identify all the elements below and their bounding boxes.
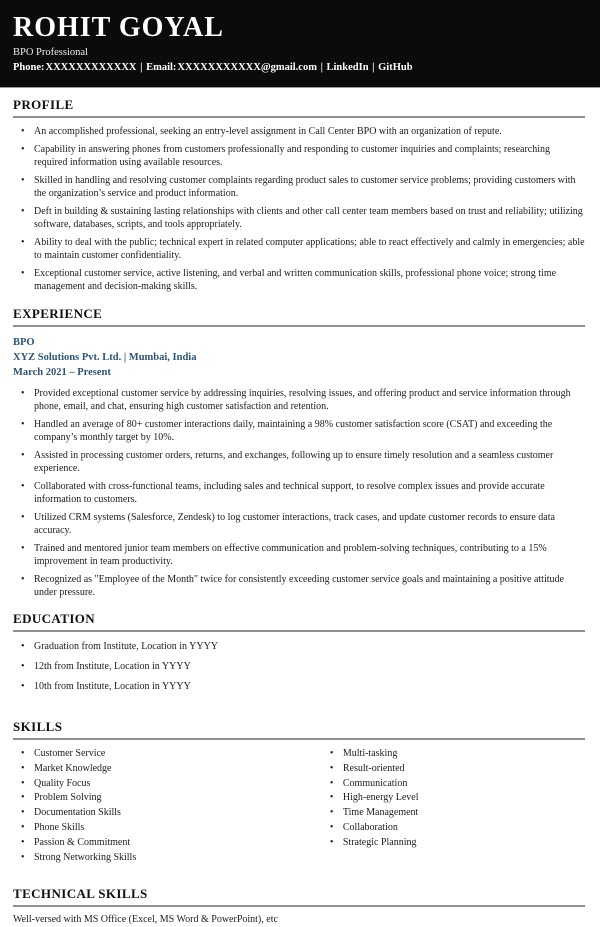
list-item: • Recognized as "Employee of the Month" twice for consistently exceeding customer service goals and maintaining a positive attitude under pressure.	[13, 573, 585, 600]
list-item: • 12th from Institute, Location in YYYY	[13, 660, 585, 674]
skill-item: • Communication	[322, 777, 585, 790]
job-title: BPO	[13, 336, 35, 348]
list-item: • Handled an average of 80+ customer interactions daily, maintaining a 98% customer satisfaction score (CSAT) and exceeding the company’s monthly target by 10%.	[13, 418, 585, 445]
skill-item: • Quality Focus	[13, 777, 322, 790]
person-title: BPO Professional	[13, 47, 88, 58]
list-item: • Skilled in handling and resolving customer complaints regarding product sales to customer service problems; providing customers with the organization’s service and product information.	[13, 174, 585, 201]
person-name: ROHIT GOYAL	[13, 12, 224, 43]
skill-item: • Customer Service	[13, 747, 322, 760]
technical-skills-text: Well-versed with MS Office (Excel, MS Word & PowerPoint), etc	[13, 914, 278, 926]
education-bullet-list	[13, 640, 585, 694]
profile-bullet-list	[13, 125, 585, 294]
section-technical-skills	[13, 887, 585, 927]
list-item: • Deft in building & sustaining lasting relationships with clients and other call center team members based on trust and reliability; utilizing software, databases, scripts, and tools appropriately.	[13, 205, 585, 232]
list-item: • Ability to deal with the public; technical expert in related computer applications; able to react effectively and calmly in emergencies; able to maintain customer confidentiality.	[13, 236, 585, 263]
skill-item: • Multi-tasking	[322, 747, 585, 760]
section-skills	[13, 720, 585, 865]
skill-item: • Collaboration	[322, 821, 585, 834]
header-banner	[0, 0, 600, 88]
list-item: • Capability in answering phones from customers professionally and responding to customer inquiries and complaints; researching required information using available resources.	[13, 143, 585, 170]
list-item: • Exceptional customer service, active listening, and verbal and written communication skills, professional phone voice; strong time management and decision-making skills.	[13, 267, 585, 294]
separator: |	[372, 62, 375, 73]
experience-bullet-list	[13, 387, 585, 600]
skill-item: • Phone Skills	[13, 821, 322, 834]
section-profile	[13, 98, 585, 294]
phone-label: Phone:	[13, 62, 45, 73]
list-item: • Assisted in processing customer orders, returns, and exchanges, following up to ensure timely resolution and a seamless customer experience.	[13, 449, 585, 476]
experience-heading: EXPERIENCE	[13, 307, 585, 327]
email-value: XXXXXXXXXXX@gmail.com	[177, 62, 317, 73]
skill-item: • Strong Networking Skills	[13, 851, 322, 864]
skill-item: • High-energy Level	[322, 791, 585, 804]
list-item: • Collaborated with cross-functional teams, including sales and technical support, to resolve complex issues and provide accurate information to customers.	[13, 480, 585, 507]
skill-item: • Result-oriented	[322, 762, 585, 775]
education-heading: EDUCATION	[13, 612, 585, 632]
section-education	[13, 612, 585, 694]
skills-columns	[13, 740, 585, 865]
list-item: • Graduation from Institute, Location in YYYY	[13, 640, 585, 654]
contact-line	[13, 61, 585, 74]
skill-item: • Strategic Planning	[322, 836, 585, 849]
resume-body	[0, 98, 600, 927]
technical-skills-heading: TECHNICAL SKILLS	[13, 887, 585, 907]
list-item: • Trained and mentored junior team members on effective communication and problem-solving techniques, contributing to a 15% improvement in team productivity.	[13, 542, 585, 569]
skill-item: • Time Management	[322, 806, 585, 819]
skill-item: • Passion & Commitment	[13, 836, 322, 849]
separator: |	[140, 62, 143, 73]
list-item: • An accomplished professional, seeking an entry-level assignment in Call Center BPO with an organization of repute.	[13, 125, 585, 139]
github-link: GitHub	[378, 62, 413, 73]
phone-value: XXXXXXXXXXXX	[45, 62, 137, 73]
list-item: • 10th from Institute, Location in YYYY	[13, 680, 585, 694]
skills-column-right	[322, 740, 585, 865]
experience-entry	[13, 335, 585, 380]
date-range: March 2021 – Present	[13, 366, 111, 378]
skills-list-right	[322, 747, 585, 849]
linkedin-link: LinkedIn	[326, 62, 369, 73]
skill-item: • Documentation Skills	[13, 806, 322, 819]
separator: |	[320, 62, 323, 73]
profile-heading: PROFILE	[13, 98, 585, 118]
skills-column-left	[13, 740, 322, 865]
skills-heading: SKILLS	[13, 720, 585, 740]
email-label: Email:	[146, 62, 177, 73]
company-location: XYZ Solutions Pvt. Ltd. | Mumbai, India	[13, 351, 197, 363]
list-item: • Provided exceptional customer service by addressing inquiries, resolving issues, and offering product and service information through phone, email, and chat, ensuring high customer satisfaction and retention.	[13, 387, 585, 414]
skill-item: • Problem Solving	[13, 791, 322, 804]
section-experience	[13, 307, 585, 600]
skill-item: • Market Knowledge	[13, 762, 322, 775]
list-item: • Utilized CRM systems (Salesforce, Zendesk) to log customer interactions, track cases, and update customer records to ensure data accuracy.	[13, 511, 585, 538]
skills-list-left	[13, 747, 322, 864]
